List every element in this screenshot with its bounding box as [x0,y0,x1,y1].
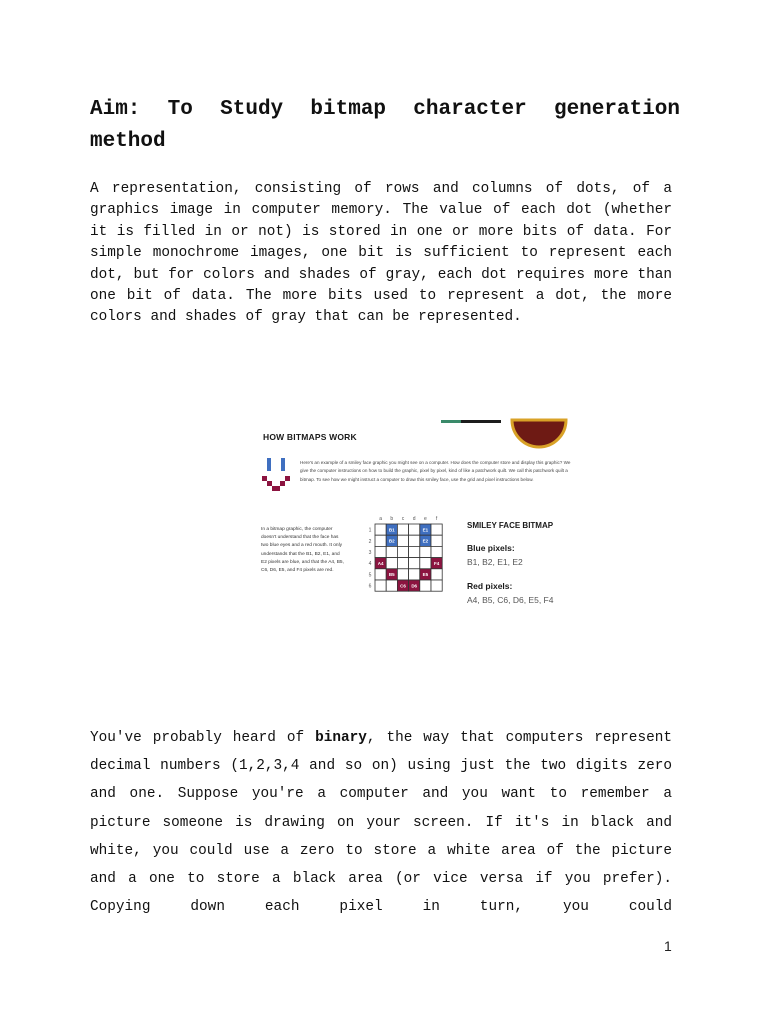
grid-cell-f2 [431,535,442,546]
grid-row-label: 1 [368,527,372,534]
grid-cell-label: F4 [433,561,440,566]
grid-cell-label: A4 [377,561,384,566]
grid-cell-e3 [420,546,431,557]
smiley-pixel-icon [261,456,291,500]
grid-cell-f1 [431,524,442,535]
intro-paragraph: A representation, consisting of rows and columns of dots, of a graphics image in computer memory. The value of each dot (whether it is filled in or not) is stored in one or more bits of data. For simple monochrome images, one bit is sufficient to represent each dot, but for colors and shades of gray, each dot requires more than one bit of data. The more bits used to represent a dot, the more colors and shades of gray that can be represented. [90,181,672,326]
grid-cell-label: B5 [388,572,395,578]
grid-cell-label: E2 [422,538,429,544]
grid-cell-d3 [409,546,420,557]
bitmap-grid [361,512,445,616]
figure-side-note: In a bitmap graphic, the computer doesn't understand that the face has two blue eyes and a red mouth. It only understands that the B1, B2, E1, and E2 pixels are blue, and that the A4, B5, C6, D6, E5, and F4 pixels are red. [261,527,344,574]
bitmap-figure [255,418,575,620]
grid-column-label: c [401,516,405,522]
grid-cell-label: D6 [411,583,418,589]
document-title: Aim: To Study bitmap character generation method [90,98,680,153]
binary-paragraph-rest: , the way that computers represent decimal numbers (1,2,3,4 and so on) using just the two digits zero and one. Suppose you're a computer and you want to remember a picture someone is drawing on your screen. If it's in black and white, you could use a zero to store a white area of the picture and a one to store a black area (or vice versa if you prefer). Copying down each pixel in turn, you could [90,730,672,916]
blue-pixels-label: Blue pixels: [467,543,515,553]
grid-cell-c2 [397,535,408,546]
grid-column-label: f [435,516,438,522]
grid-row-label: 2 [368,538,372,545]
grid-column-label: a [379,516,382,522]
grid-cell-label: B1 [388,527,395,533]
grid-cell-e4 [420,558,431,569]
figure-description: Here's an example of a smiley face graphic you might see on a computer. How does the computer store and display this graphic? We give the computer instructions on how to build the graphic, pixel by pixel, kind of like a patchwork quilt. We call this patchwork quilt a bitmap. To see how we might instruct a computer to draw this smiley face, use the grid and pixel instructions below. [300,460,571,482]
grid-cell-a2 [375,535,386,546]
red-pixels-label: Red pixels: [467,581,513,591]
binary-term: binary [315,730,367,746]
grid-column-label: b [390,516,394,522]
grid-column-label: d [412,516,416,522]
grid-cell-b3 [386,546,397,557]
figure-header-bar-accent [441,420,461,423]
grid-cell-label: E5 [422,572,429,578]
bitmap-legend [467,521,577,619]
grid-cell-label: C6 [400,583,406,589]
grid-cell-c5 [397,569,408,580]
binary-paragraph-start: You've probably heard of [90,730,316,746]
grid-cell-b6 [386,580,397,591]
grid-cell-label: E1 [422,527,429,533]
grid-cell-c1 [397,524,408,535]
page-number: 1 [664,938,672,954]
grid-cell-a3 [375,546,386,557]
red-pixels-value: A4, B5, C6, D6, E5, F4 [467,595,554,605]
grid-cell-d1 [409,524,420,535]
grid-cell-c3 [397,546,408,557]
grid-cell-c4 [397,558,408,569]
logo-circle-icon [512,420,566,447]
figure-title: HOW BITMAPS WORK [263,432,357,442]
grid-row-label: 5 [368,572,372,579]
grid-cell-a1 [375,524,386,535]
blue-pixels-value: B1, B2, E1, E2 [467,557,523,567]
grid-cell-e6 [420,580,431,591]
grid-column-label: e [424,516,427,522]
grid-cell-f6 [431,580,442,591]
bitmap-heading: SMILEY FACE BITMAP [467,521,554,530]
grid-cell-d4 [409,558,420,569]
grid-row-label: 4 [368,561,372,568]
grid-cell-f3 [431,546,442,557]
grid-cell-a5 [375,569,386,580]
grid-cell-d5 [409,569,420,580]
grid-cell-b4 [386,558,397,569]
grid-cell-a6 [375,580,386,591]
grid-cell-label: B2 [388,538,395,544]
grid-row-label: 3 [368,550,372,556]
grid-row-label: 6 [368,583,372,590]
grid-cell-f5 [431,569,442,580]
binary-paragraph [90,724,672,921]
grid-cell-d2 [409,535,420,546]
